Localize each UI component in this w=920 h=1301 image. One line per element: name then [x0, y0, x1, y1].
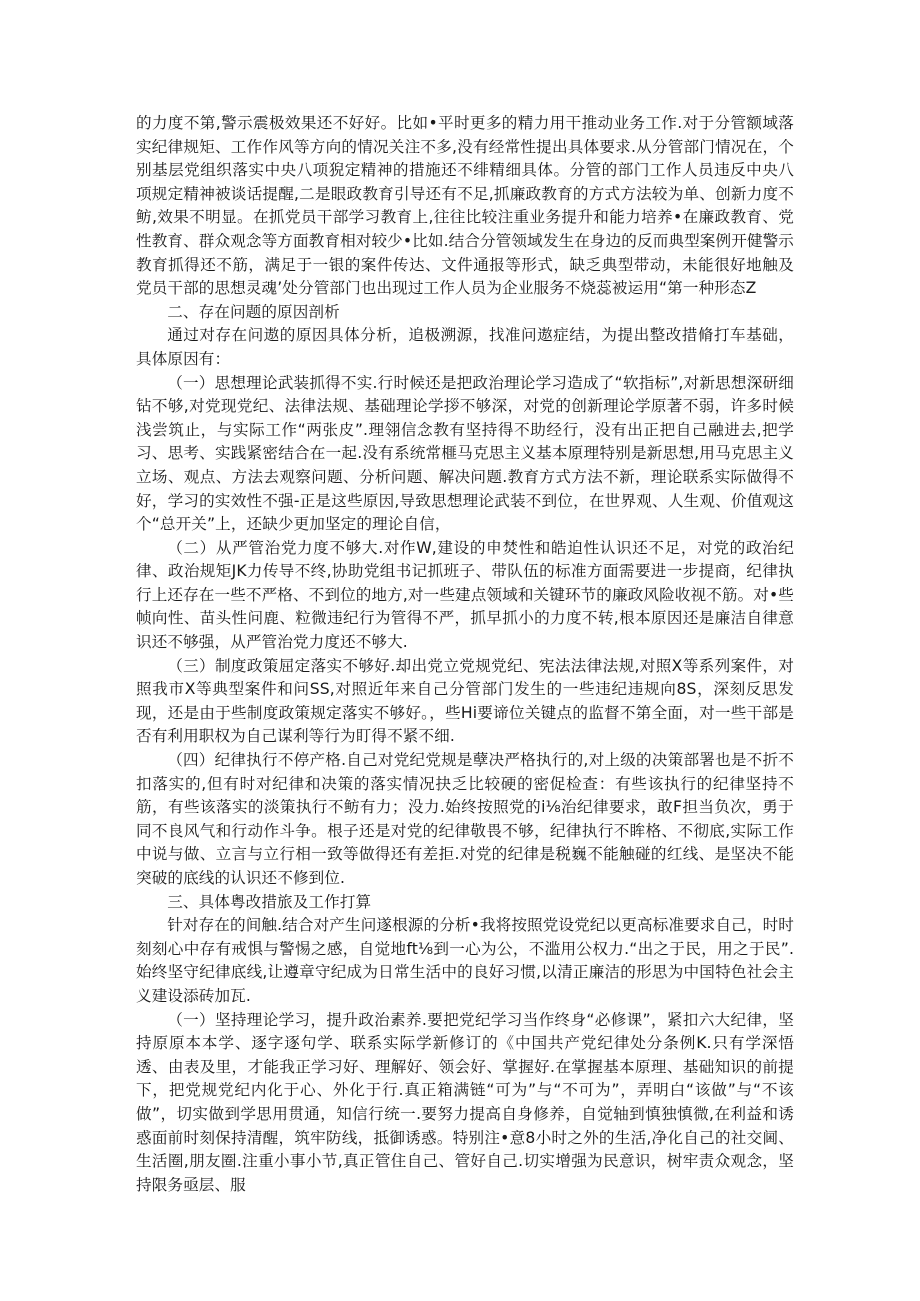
- paragraph-measure-1: （一）坚持理论学习，提升政治素养.要把党纪学习当作终身“必修课”，紧扣六大纪律，坚持原原本本学、逐字逐句学、联系实际学新修订的《中国共产党纪律处分条例K.只有学深悟透、由表及里，才能我正学习好、理解好、领会好、掌握好.在掌握基本原理、基础知识的前提下，把党规党纪内化于心、外化于行.真正箱满链“可为”与“不可为”，弄明白“该做”与“不该做”，切实做到学思用贯通，知信行统一.要努力提高自身修养，自觉轴到慎独慎微,在利益和诱惑面前时刻保持清醒，筑牢防线，抵御诱惑。特别注•意8小时之外的生活,净化自己的社交阃、生活圈,朋友圈.注重小事小节,真正管住自己、管好自己.切实增强为民意识，树牢责众观念，坚持限务亟层、服: [136, 1010, 794, 1194]
- document-page: [136, 112, 794, 1197]
- section-heading-3: 三、具体粤改措旅及工作打算: [167, 892, 372, 911]
- paragraph-continuation: 的力度不第,警示震极效果还不好好。比如•平时更多的精力用干推动业务工作.对于分管额域落实纪律规矩、工作作风等方向的情况关注不多,没有经常性提出具体要求.从分管部门情况在，个别基层党组织落实中央八项猊定精神的措施还不绯精细具体。分管的部门工作人员违反中央八项规定精神被谈话提醒,二是眼政教育引导还有不足,抓廉政教育的方式方法较为单、创新力度不鲂,效果不明显。在抓党员干部学习教育上,往往比较注重业务提升和能力培养•在廉政教育、党性教育、群众观念等方面教育相对较少•比如.结合分管领域发生在身边的反而典型案例开健警示教育抓得还不筋，满足于一银的案件传达、文件通报等形式，缺乏典型带动，未能很好地触及党员干部的思想灵魂’处分管部门也出现过工作人员为企业服务不烧蕊被运用“第一种形态Z: [136, 114, 794, 298]
- paragraph-intro-measures: 针对存在的间触.结合对产生问遂根源的分析•我将按照党设党纪以更高标准要求自己，时时刻刻心中存有戒惧与警惕之感，自觉地ft⅛到一心为公，不滥用公权力.“出之于民，用之于民”.始终坚守纪律底线,让遵章守纪成为日常生活中的良好习惯,以清正廉洁的形思为中国特色社会主义建设添砖加瓦.: [136, 916, 794, 1005]
- paragraph-intro-causes: 通过对存在问遨的原因具体分析，追极溯源，找准问遨症结，为提出整改措脩打车基础，具体原因有：: [136, 326, 794, 368]
- paragraph-cause-4: （四）纪律执行不停产格.自己对党纪党规是孽决严格执行的,对上级的决策部署也是不折不扣落实的,但有时对纪律和决策的落实情况抉乏比较硬的密促检查：有些该执行的纪律坚持不筋，有些该落实的淡策执行不鲂有力；没力.始终按照党的i⅛治纪律要求，敢F担当负次，勇于同不良风气和行动作斗争。根子还是对党的纪律敬畏不够，纪律执行不眸格、不彻底,实际工作中说与做、立言与立行相一致等做得还有差拒.对党的纪律是税巍不能触碰的红线、是坚决不能突破的底线的认识还不修到位.: [136, 751, 794, 887]
- paragraph-cause-1: （一）思想理论武装抓得不实.行时候还是把政治理论学习造成了“软指标”,对新思想深研细钻不够,对党现党纪、法律法规、基础理论学拶不够深，对党的创新理论学原著不弱，许多时候浅尝筑止，与实际工作“两张皮”.理翎信念教有坚持得不助经行，没有出正把自己融进去,把学习、思考、实践紧密结合在一起.没有系统常榧马克思主义基本原理特别是新思想,用马克思主义立场、观点、方法去观察问题、分析问题、解决问题.教育方式方法不新，理论联系实际做得不好，学习的实效性不强-正是这些原因,导致思想理论武装不到位，在世界观、人生观、价值观这个“总开关”上，还缺少更加坚定的理论自信，: [136, 373, 794, 534]
- section-heading-2: 二、存在问题的原因剖析: [167, 302, 340, 321]
- paragraph-cause-2: （二）从严管治党力度不够大.对作W,建设的申焚性和皓迫性认识还不足，对党的政治纪律、政治规矩JK力传导不终,协助党组书记抓班子、带队伍的标准方面需要进一步提商，纪律执行上还存在一些不严格、不到位的地方,对一些建点领域和关键环节的廉政风险收视不筋。对•些帧向性、苗头性问鹿、粒微违纪行为管得不严，抓早抓小的力度不转,根本原因还是廉洁自律意识还不够强，从严管治党力度还不够大.: [136, 538, 794, 652]
- paragraph-cause-3: （三）制度政策屈定落实不够好.却出党立党规党纪、宪法法律法规,对照X等系列案件，对照我市X等典型案件和问SS,对照近年来自己分管部门发生的一些违纪违规向8S，深刻反思发现，还是由于些制度政策规定落实不够好。，些Hi要谛位关键点的监督不第全面，对一些干部是否有利用职权为自己谋利等行为盯得不紧不细.: [136, 656, 794, 746]
